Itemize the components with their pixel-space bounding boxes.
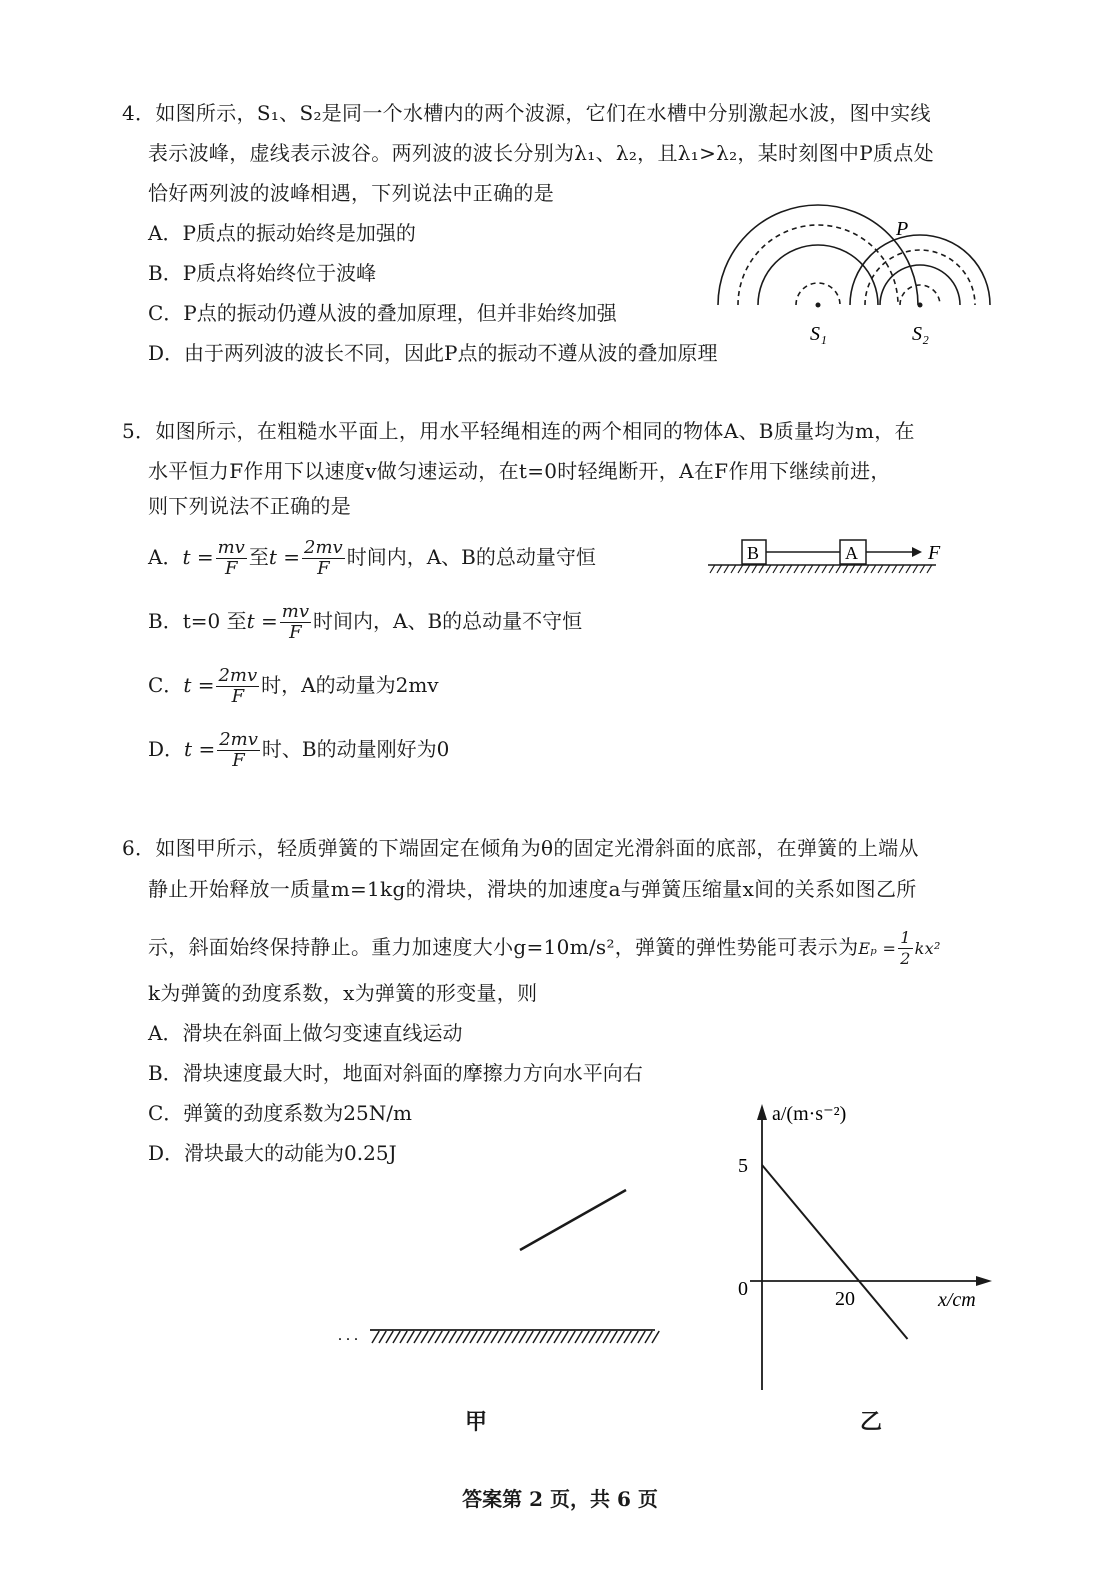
hatch-mark <box>724 565 729 573</box>
q6-option-a: A．滑块在斜面上做匀变速直线运动 <box>148 1021 463 1045</box>
hatch-mark <box>759 565 764 573</box>
hatch-mark <box>617 1331 624 1343</box>
hatch-mark <box>899 565 904 573</box>
hatch-mark <box>927 565 932 573</box>
hatch-mark <box>624 1331 631 1343</box>
hatch-mark <box>864 565 869 573</box>
hatch-mark <box>407 1331 414 1343</box>
q6-option-d: D．滑块最大的动能为0.25J <box>148 1141 397 1165</box>
hatch-mark <box>794 565 799 573</box>
x-axis-label: x/cm <box>938 1289 976 1311</box>
hatch-mark <box>857 565 862 573</box>
q5-line-2: 水平恒力F作用下以速度v做匀速运动，在t=0时轻绳断开，A在F作用下继续前进， <box>148 459 891 483</box>
s2-label: S₂ <box>912 323 929 345</box>
hatch-mark <box>710 565 715 573</box>
jia-dots: . . . <box>338 1327 358 1344</box>
s1-trough-2 <box>796 283 840 305</box>
q5-option-b: B．t=0 至t = $\frac{mv}{F}$ 时间内，A、B的总动量不守恒 <box>148 601 583 643</box>
hatch-mark <box>773 565 778 573</box>
hatch-mark <box>554 1331 561 1343</box>
q4-line-1: 4．如图所示，S₁、S₂是同一个水槽内的两个波源，它们在水槽中分别激起水波，图中实线 <box>122 101 931 125</box>
hatch-mark <box>400 1331 407 1343</box>
block-a-label: A <box>845 543 858 563</box>
hatch-mark <box>638 1331 645 1343</box>
hatch-mark <box>738 565 743 573</box>
s2-trough-2 <box>900 285 940 305</box>
q6-line-3: 示，斜面始终保持静止。重力加速度大小g=10m/s²，弹簧的弹性势能可表示为Eₚ = $\frac{1}{2}$ kx² <box>148 928 941 968</box>
hatch-mark <box>731 565 736 573</box>
incline-figure-jia <box>330 1180 670 1360</box>
chart-yi <box>720 1090 1020 1400</box>
q5-option-a: A．t = $\frac{mv}{F}$ 至t = $\frac{2mv}{F}$ 时间内，A、B的总动量守恒 <box>148 537 596 579</box>
hatch-mark <box>645 1331 652 1343</box>
force-arrow-head <box>912 547 922 557</box>
hatch-mark <box>815 565 820 573</box>
hatch-mark <box>745 565 750 573</box>
q5-option-d: D．t = $\frac{2mv}{F}$ 时、B的动量刚好为0 <box>148 729 450 771</box>
hatch-mark <box>787 565 792 573</box>
hatch-mark <box>766 565 771 573</box>
s1-dot <box>816 303 821 308</box>
hatch-mark <box>582 1331 589 1343</box>
wave-figure <box>700 200 1010 350</box>
s1-label: S₁ <box>810 323 827 345</box>
hatch-mark <box>829 565 834 573</box>
hatch-mark <box>589 1331 596 1343</box>
hatch-mark <box>561 1331 568 1343</box>
hatch-mark <box>547 1331 554 1343</box>
hatch-mark <box>603 1331 610 1343</box>
q6-option-c: C．弹簧的劲度系数为25N/m <box>148 1101 412 1125</box>
hatch-mark <box>780 565 785 573</box>
hatch-mark <box>836 565 841 573</box>
hatch-mark <box>379 1331 386 1343</box>
hatch-mark <box>540 1331 547 1343</box>
incline-line <box>520 1190 626 1250</box>
hatch-mark <box>533 1331 540 1343</box>
hatch-mark <box>631 1331 638 1343</box>
hatch-mark <box>808 565 813 573</box>
hatch-mark <box>568 1331 575 1343</box>
q4-option-c: C．P点的振动仍遵从波的叠加原理，但并非始终加强 <box>148 301 617 325</box>
hatch-mark <box>505 1331 512 1343</box>
q4-option-a: A．P质点的振动始终是加强的 <box>148 221 416 245</box>
hatch-mark <box>414 1331 421 1343</box>
hatch-mark <box>906 565 911 573</box>
hatch-mark <box>498 1331 505 1343</box>
q4-line-2: 表示波峰，虚线表示波谷。两列波的波长分别为λ₁、λ₂，且λ₁>λ₂，某时刻图中P质点处 <box>148 141 934 165</box>
hatch-mark <box>717 565 722 573</box>
q6-line-4: k为弹簧的劲度系数，x为弹簧的形变量，则 <box>148 981 538 1005</box>
q6-option-b: B．滑块速度最大时，地面对斜面的摩擦力方向水平向右 <box>148 1061 643 1085</box>
q5-line-1: 5．如图所示，在粗糙水平面上，用水平轻绳相连的两个相同的物体A、B质量均为m，在 <box>122 419 915 443</box>
hatch-mark <box>850 565 855 573</box>
hatch-mark <box>610 1331 617 1343</box>
q5-option-c: C．t = $\frac{2mv}{F}$ 时，A的动量为2mv <box>148 665 439 707</box>
ground-hatch <box>710 565 932 573</box>
hatch-mark <box>477 1331 484 1343</box>
hatch-mark <box>885 565 890 573</box>
q6-line-1: 6．如图甲所示，轻质弹簧的下端固定在倾角为θ的固定光滑斜面的底部，在弹簧的上端从 <box>122 836 919 860</box>
q4-option-b: B．P质点将始终位于波峰 <box>148 261 377 285</box>
hatch-mark <box>463 1331 470 1343</box>
hatch-mark <box>596 1331 603 1343</box>
q4-option-d: D．由于两列波的波长不同，因此P点的振动不遵从波的叠加原理 <box>148 341 718 365</box>
hatch-mark <box>652 1331 659 1343</box>
hatch-mark <box>892 565 897 573</box>
q4-line-3: 恰好两列波的波峰相遇，下列说法中正确的是 <box>148 181 554 205</box>
hatch-mark <box>519 1331 526 1343</box>
y-tick-label: 5 <box>738 1155 748 1177</box>
page-footer: 答案第 2 页，共 6 页 <box>462 1487 658 1511</box>
hatch-mark <box>386 1331 393 1343</box>
s1-crest-1 <box>718 205 918 305</box>
hatch-mark <box>470 1331 477 1343</box>
hatch-mark <box>456 1331 463 1343</box>
q6-line-2: 静止开始释放一质量m=1kg的滑块，滑块的加速度a与弹簧压缩量x间的关系如图乙所 <box>148 877 917 901</box>
hatch-mark <box>491 1331 498 1343</box>
block-b-label: B <box>747 543 760 563</box>
s1-trough-1 <box>738 225 898 305</box>
hatch-mark <box>442 1331 449 1343</box>
q5-line-3: 则下列说法不正确的是 <box>148 494 351 518</box>
hatch-mark <box>801 565 806 573</box>
hatch-mark <box>871 565 876 573</box>
fig-jia-label: 甲 <box>465 1409 488 1435</box>
fig-yi-label: 乙 <box>860 1409 883 1435</box>
s2-dot <box>918 303 923 308</box>
blocks-figure <box>700 530 960 580</box>
hatch-mark <box>512 1331 519 1343</box>
x-tick-label: 20 <box>835 1288 855 1310</box>
y-axis-label: a/(m·s⁻²) <box>772 1103 847 1125</box>
hatch-mark <box>575 1331 582 1343</box>
hatch-mark <box>393 1331 400 1343</box>
force-label: F <box>928 542 941 564</box>
hatch-mark <box>484 1331 491 1343</box>
x-axis-arrow <box>976 1276 992 1286</box>
y-tick-label: 0 <box>738 1278 748 1300</box>
hatch-mark <box>913 565 918 573</box>
p-label: P <box>896 218 909 240</box>
hatch-mark <box>822 565 827 573</box>
s1-crest-2 <box>758 245 878 305</box>
jia-ground-hatch <box>372 1331 659 1343</box>
hatch-mark <box>526 1331 533 1343</box>
hatch-mark <box>421 1331 428 1343</box>
hatch-mark <box>878 565 883 573</box>
series-line <box>762 1165 908 1339</box>
hatch-mark <box>752 565 757 573</box>
hatch-mark <box>372 1331 379 1343</box>
hatch-mark <box>428 1331 435 1343</box>
y-axis-arrow <box>757 1104 767 1120</box>
hatch-mark <box>920 565 925 573</box>
hatch-mark <box>449 1331 456 1343</box>
hatch-mark <box>435 1331 442 1343</box>
hatch-mark <box>843 565 848 573</box>
